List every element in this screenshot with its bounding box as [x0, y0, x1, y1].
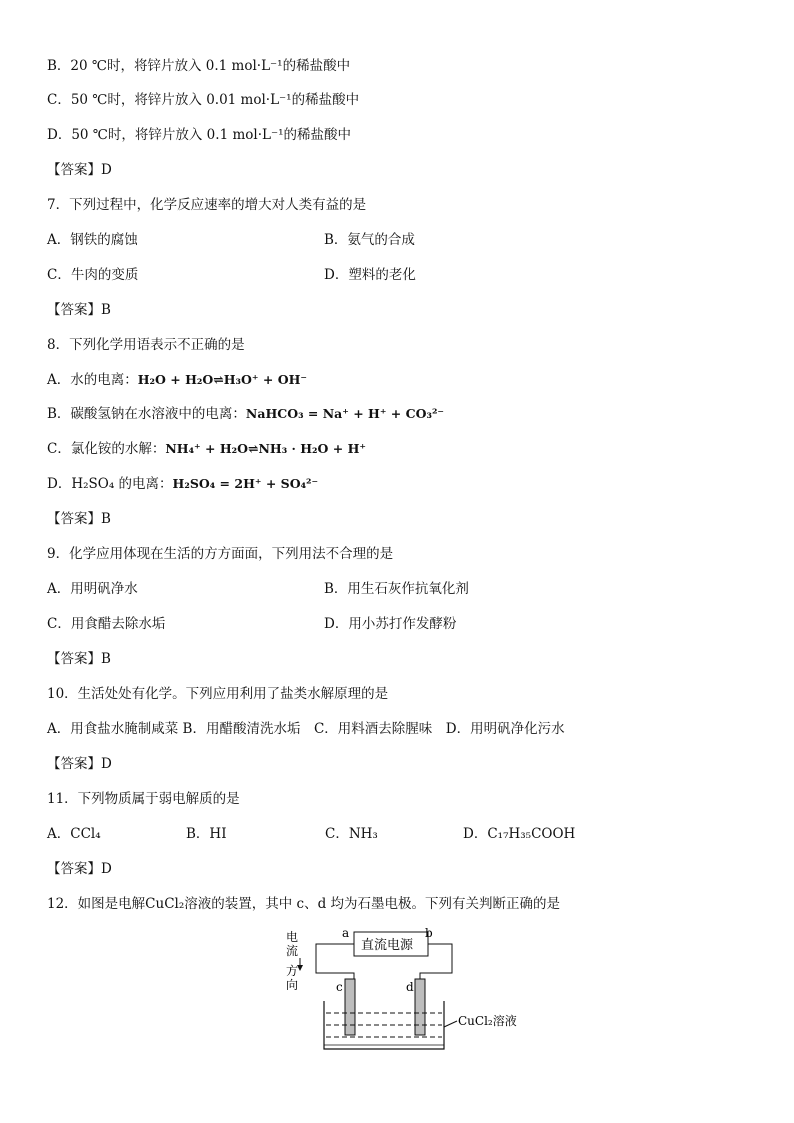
q11-option-c: C．NH₃: [325, 826, 378, 842]
electrolysis-diagram: [280, 925, 540, 1055]
q11-option-b: B．HI: [186, 826, 227, 842]
current-direction-char-1: 电: [286, 930, 299, 944]
q9-option-c: C．用食醋去除水垢: [47, 616, 166, 632]
q7-option-c: C．牛肉的变质: [47, 267, 139, 283]
q8-option-b-label: B．碳酸氢钠在水溶液中的电离：: [47, 406, 246, 422]
q6-answer: 【答案】D: [47, 162, 112, 178]
q11-option-d: D．C₁₇H₃₅COOH: [463, 826, 576, 842]
q9-option-b: B．用生石灰作抗氧化剂: [324, 581, 469, 597]
power-supply-label: 直流电源: [361, 938, 414, 953]
q8-option-c-label: C．氯化铵的水解：: [47, 441, 166, 457]
q10-options: A．用食盐水腌制咸菜 B．用醋酸清洗水垢 C．用料酒去除腥味 D．用明矾净化污水: [47, 721, 565, 737]
q6-option-c: C．50 ℃时，将锌片放入 0.01 mol·L⁻¹的稀盐酸中: [47, 92, 360, 108]
q8-option-c: [47, 440, 366, 458]
terminal-a: a: [342, 926, 350, 940]
q8-option-d: [47, 475, 318, 493]
electrode-d-label: d: [406, 980, 414, 994]
q9-option-a: A．用明矾净水: [47, 581, 138, 597]
q9-option-d: D．用小苏打作发酵粉: [324, 616, 457, 632]
q12-stem: 12．如图是电解CuCl₂溶液的装置，其中 c、d 均为石墨电极。下列有关判断正确的是: [47, 896, 561, 912]
q7-answer: 【答案】B: [47, 302, 111, 318]
q8-option-a-label: A．水的电离：: [47, 372, 138, 388]
electrode-d: [415, 979, 425, 1035]
q6-option-d: D．50 ℃时，将锌片放入 0.1 mol·L⁻¹的稀盐酸中: [47, 127, 351, 143]
wire-left: [316, 944, 354, 979]
q8-answer: 【答案】B: [47, 511, 111, 527]
solution-label: CuCl₂溶液: [458, 1014, 517, 1028]
current-direction-char-4: 向: [286, 978, 299, 992]
electrode-c: [345, 979, 355, 1035]
q8-option-d-formula: H₂SO₄ = 2H⁺ + SO₄²⁻: [172, 476, 319, 491]
q10-answer: 【答案】D: [47, 756, 112, 772]
current-direction-char-2: 流: [286, 944, 299, 958]
q8-option-c-formula: NH₄⁺ + H₂O⇌NH₃ · H₂O + H⁺: [165, 441, 367, 456]
q7-option-b: B．氨气的合成: [324, 232, 415, 248]
terminal-b: b: [425, 926, 433, 940]
solution-label-leader: [444, 1021, 457, 1027]
q11-stem: 11．下列物质属于弱电解质的是: [47, 791, 240, 807]
q11-option-a: A．CCl₄: [47, 826, 101, 842]
q9-answer: 【答案】B: [47, 651, 111, 667]
q7-option-d: D．塑料的老化: [324, 267, 416, 283]
q8-option-b-formula: NaHCO₃ = Na⁺ + H⁺ + CO₃²⁻: [245, 406, 445, 421]
q8-option-a: [47, 371, 307, 389]
q8-option-d-label: D．H₂SO₄ 的电离：: [47, 476, 173, 492]
electrode-c-label: c: [336, 980, 343, 994]
q8-stem: 8．下列化学用语表示不正确的是: [47, 337, 245, 353]
q9-stem: 9．化学应用体现在生活的方方面面，下列用法不合理的是: [47, 546, 394, 562]
q6-option-b: B．20 ℃时，将锌片放入 0.1 mol·L⁻¹的稀盐酸中: [47, 58, 351, 74]
current-direction-char-3: 方: [286, 964, 299, 978]
q7-stem: 7．下列过程中，化学反应速率的增大对人类有益的是: [47, 197, 367, 213]
q8-option-a-formula: H₂O + H₂O⇌H₃O⁺ + OH⁻: [137, 372, 307, 387]
q11-answer: 【答案】D: [47, 861, 112, 877]
q10-stem: 10．生活处处有化学。下列应用利用了盐类水解原理的是: [47, 686, 389, 702]
q7-option-a: A．钢铁的腐蚀: [47, 232, 138, 248]
q8-option-b: [47, 405, 444, 423]
